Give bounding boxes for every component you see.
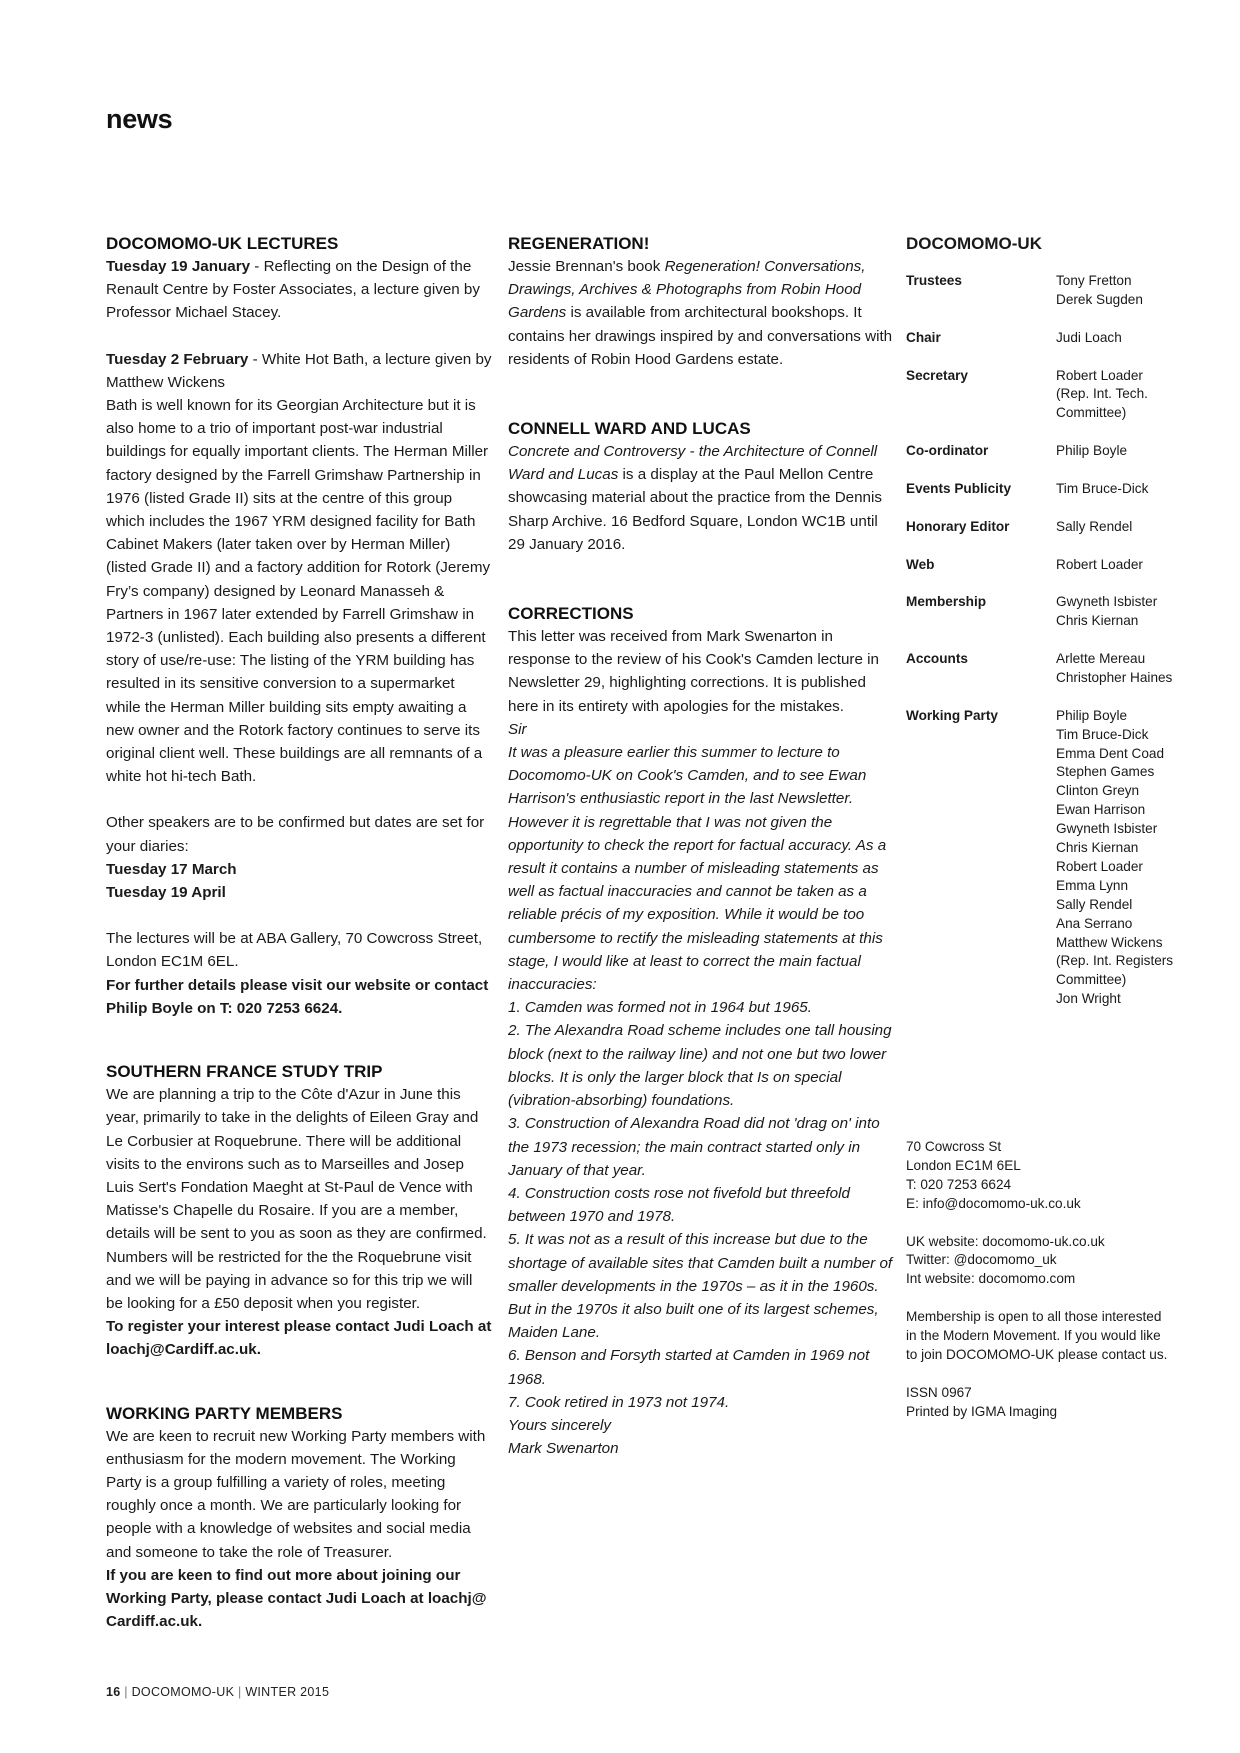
lecture-2-body: Bath is well known for its Georgian Architecture but it is also home to a trio of important post-war industrial buildings for equally important clients. The Herman Miller factory designed by the Farrell Grimshaw Partnership in 1976 (listed Grade II) sits at the centre of this group which includes the 1967 YRM designed facility for Bath Cabinet Makers (later taken over by Herman Miller) (listed Grade II) and a factory addition for Rotork (Jeremy Fry’s company) designed by Leonard Manasseh & Partners in 1967 later extended by Farrell Grimshaw in 1972-3 (unlisted). Each building also presents a different story of use/re-use: The listing of the YRM building has resulted in its sensitive conversion to a supermarket while the Herman Miller building sits empty awaiting a new owner and the Rotork factory continues to serve its original client well. These buildings are all remnants of a white hot hi-tech Bath. [106, 397, 491, 786]
cwl-heading: CONNELL WARD AND LUCAS [508, 419, 751, 439]
trip-body: We are planning a trip to the Côte d'Azur in June this year, primarily to take in the delights of Eileen Gray and Le Corbusier at Roquebrune. There will be additional visits to the environs such as to Marseilles and Josep Luis Sert's Fondation Maeght at St-Paul de Vence with Matisse's Chapelle du Rosaire. If you are a member, details will be sent to you as soon as they are confirmed. Numbers will be restricted for the the Roquebrune visit and we will be paying in advance so for this trip we will be looking for a £50 deposit when you register. [106, 1086, 487, 1312]
role-names [1056, 329, 1206, 367]
working-party-body: We are keen to recruit new Working Party members with enthusiasm for the modern movement. The Working Party is a group fulfilling a variety of roles, meeting roughly once a month. We are particularly looking for people with a knowledge of websites and social media and someone to take the role of Treasurer. [106, 1427, 486, 1561]
lecture-1 [106, 255, 492, 325]
person-name: Arlette Mereau [1056, 651, 1146, 666]
lecture-2-text: - White Hot Bath, a lecture given by Matthew Wickens [106, 350, 492, 391]
role-title: Working Party [906, 707, 998, 723]
role-row [906, 442, 1206, 480]
person-name: Tony Fretton [1056, 273, 1132, 288]
trip-heading: SOUTHERN FRANCE STUDY TRIP [106, 1062, 383, 1082]
twitter-handle: Twitter: @docomomo_uk [906, 1252, 1057, 1268]
role-row [906, 650, 1206, 707]
address-phone: T: 020 7253 6624 [906, 1176, 1012, 1192]
role-title: Secretary [906, 367, 968, 383]
person-name: Gwyneth Isbister [1056, 594, 1158, 610]
role-names [1056, 367, 1206, 443]
person-name: Chris Kiernan [1056, 613, 1139, 629]
person-name: Robert Loader [1056, 556, 1143, 572]
trip-register: To register your interest please contact Judi Loach at loachj@Cardiff.ac.uk. [106, 1318, 492, 1359]
person-name: Philip Boyle [1056, 443, 1128, 459]
person-name: Sally Rendel [1056, 518, 1133, 534]
address-line: 70 Cowcross St [906, 1139, 1002, 1154]
working-party-heading: WORKING PARTY MEMBERS [106, 1403, 343, 1423]
role-title: Trustees [906, 273, 962, 288]
lecture-1-text: - Reflecting on the Design of the Renault Centre by Foster Associates, a lecture given by Professor Michael Stacey. [106, 258, 480, 322]
person-name: Derek Sugden [1056, 291, 1143, 307]
corrections-intro: This letter was received from Mark Swenarton in response to the review of his Cook's Camden lecture in Newsletter 29, highlighting corrections. It is published here in its entirety with apologies for the mistakes. [508, 628, 879, 715]
address [906, 1138, 1206, 1214]
letter-body: It was a pleasure earlier this summer to lecture to Docomomo-UK on Cook's Camden, and to see Ewan Harrison's enthusiastic report in the last Newsletter. However it is regrettable that I was not given the opportunity to check the report for factual accuracy. As a result it contains a number of misleading statements as well as factual inaccuracies and cannot be taken as a reliable précis of my exposition. While it would be too cumbersome to rectify the misleading statements at this stage, I would like at least to correct the main factual inaccuracies: [508, 744, 887, 994]
role-row [906, 707, 1206, 1028]
corrections-letter [508, 718, 894, 1461]
role-title: Accounts [906, 651, 968, 666]
issue-name: WINTER 2015 [245, 1685, 330, 1699]
lectures-heading: DOCOMOMO-UK LECTURES [106, 234, 339, 253]
role-row [906, 329, 1206, 367]
lecture-date-3: Tuesday 17 March [106, 860, 237, 878]
person-name: Tim Bruce-Dick [1056, 480, 1149, 496]
page-footer: 16 | DOCOMOMO-UK | WINTER 2015 [106, 1685, 330, 1699]
role-names [1056, 480, 1206, 518]
correction-point: 2. The Alexandra Road scheme includes one tall housing block (next to the railway line) and not one but two lower blocks. It is only the larger block that Is on special (vibration-absorbing) foundations. [508, 1022, 892, 1110]
column-left [106, 232, 492, 1633]
person-name: (Rep. Int. Tech. [1056, 386, 1148, 402]
lecture-2 [106, 348, 492, 394]
lecture-1-date: Tuesday 19 January [106, 258, 251, 275]
person-name: Jon Wright [1056, 991, 1121, 1007]
person-name: Sally Rendel [1056, 896, 1133, 912]
lecture-date-4: Tuesday 19 April [106, 884, 226, 902]
correction-point: 3. Construction of Alexandra Road did not 'drag on' into the 1973 recession; the main contract started only in January of that year. [508, 1115, 880, 1179]
letter-salutation: Sir [508, 720, 527, 738]
correction-point: 5. It was not as a result of this increase but due to the shortage of available sites that Camden built a number of smaller developments in the 1970s – as it in the 1960s. But in the 1970s it also built one of its largest schemes, Maiden Lane. [508, 1231, 893, 1342]
regeneration-body: Jessie Brennan's book Regeneration! Conversations, Drawings, Archives & Photographs from Robin Hood Gardens is available from architectural bookshops. It contains her drawings inspired by and conversations with residents of Robin Hood Gardens estate. [508, 258, 893, 368]
role-row [906, 480, 1206, 518]
person-name: Robert Loader [1056, 367, 1143, 383]
role-title: Honorary Editor [906, 518, 1010, 534]
regeneration-book-title: Regeneration! Conversations, Drawings, Archives & Photographs from Robin Hood Gardens [508, 258, 866, 322]
role-names [1056, 556, 1206, 594]
issn-info [906, 1384, 1206, 1422]
roles-table [906, 272, 1206, 1028]
person-name: Chris Kiernan [1056, 840, 1139, 856]
regeneration-heading: REGENERATION! [508, 234, 650, 253]
person-name: Committee) [1056, 972, 1127, 988]
role-row [906, 272, 1206, 329]
lecture-venue: The lectures will be at ABA Gallery, 70 Cowcross Street, London EC1M 6EL. [106, 930, 483, 971]
address-line: London EC1M 6EL [906, 1157, 1021, 1173]
person-name: (Rep. Int. Registers [1056, 953, 1174, 969]
page-number: 16 [106, 1685, 121, 1699]
other-speakers: Other speakers are to be confirmed but dates are set for your diaries: [106, 814, 485, 855]
letter-signature: Mark Swenarton [508, 1440, 619, 1458]
role-row [906, 593, 1206, 650]
role-title: Web [906, 556, 935, 572]
correction-point: 1. Camden was formed not in 1964 but 1965. [508, 999, 812, 1017]
role-names [1056, 707, 1206, 1028]
cwl-exhibition-title: Concrete and Controversy - the Architecture of Connell Ward and Lucas [508, 443, 878, 484]
role-names [1056, 518, 1206, 556]
correction-point: 6. Benson and Forsyth started at Camden in 1969 not 1968. [508, 1347, 870, 1388]
role-row [906, 556, 1206, 594]
role-title: Membership [906, 594, 987, 610]
person-name: Stephen Games [1056, 764, 1155, 780]
role-names [1056, 593, 1206, 650]
contact-block [906, 1138, 1206, 1422]
lecture-2-date: Tuesday 2 February [106, 350, 249, 368]
letter-signoff: Yours sincerely [508, 1416, 611, 1434]
person-name: Gwyneth Isbister [1056, 821, 1158, 837]
column-middle [508, 232, 894, 1460]
address-email: E: info@docomomo-uk.co.uk [906, 1195, 1081, 1211]
correction-point: 7. Cook retired in 1973 not 1974. [508, 1393, 730, 1411]
role-row [906, 367, 1206, 443]
person-name: Emma Lynn [1056, 877, 1129, 893]
publication-name: DOCOMOMO-UK [131, 1685, 235, 1699]
lecture-further-details: For further details please visit our website or contact Philip Boyle on T: 020 7253 6624. [106, 976, 489, 1017]
person-name: Committee) [1056, 405, 1127, 421]
membership-note: Membership is open to all those interested in the Modern Movement. If you would like to join DOCOMOMO-UK please contact us. [906, 1309, 1168, 1362]
role-title: Chair [906, 329, 941, 345]
printer: Printed by IGMA Imaging [906, 1403, 1058, 1419]
int-website: Int website: docomomo.com [906, 1271, 1076, 1287]
correction-point: 4. Construction costs rose not fivefold but threefold between 1970 and 1978. [508, 1184, 850, 1226]
section-label: news [106, 104, 173, 134]
org-title: DOCOMOMO-UK [906, 234, 1042, 253]
role-title: Events Publicity [906, 480, 1012, 496]
role-names [1056, 442, 1206, 480]
person-name: Christopher Haines [1056, 669, 1173, 685]
working-party-contact: If you are keen to find out more about joining our Working Party, please contact Judi Loach at loachj@ Cardiff.ac.uk. [106, 1566, 487, 1631]
role-names [1056, 272, 1206, 329]
uk-website: UK website: docomomo-uk.co.uk [906, 1233, 1105, 1249]
person-name: Judi Loach [1056, 329, 1122, 345]
role-names [1056, 650, 1206, 707]
web-links [906, 1233, 1206, 1290]
issn: ISSN 0967 [906, 1384, 972, 1400]
corrections-heading: CORRECTIONS [508, 604, 634, 624]
person-name: Ana Serrano [1056, 915, 1133, 931]
role-row [906, 518, 1206, 556]
person-name: Philip Boyle [1056, 707, 1128, 723]
person-name: Clinton Greyn [1056, 783, 1140, 799]
person-name: Ewan Harrison [1056, 802, 1146, 818]
person-name: Robert Loader [1056, 858, 1143, 874]
role-title: Co-ordinator [906, 443, 989, 459]
person-name: Emma Dent Coad [1056, 745, 1165, 761]
column-right [906, 232, 1206, 1028]
person-name: Matthew Wickens [1056, 934, 1163, 950]
person-name: Tim Bruce-Dick [1056, 726, 1149, 742]
cwl-body: Concrete and Controversy - the Architecture of Connell Ward and Lucas is a display at the Paul Mellon Centre showcasing material about the practice from the Dennis Sharp Archive. 16 Bedford Square, London WC1B until 29 January 2016. [508, 443, 882, 553]
